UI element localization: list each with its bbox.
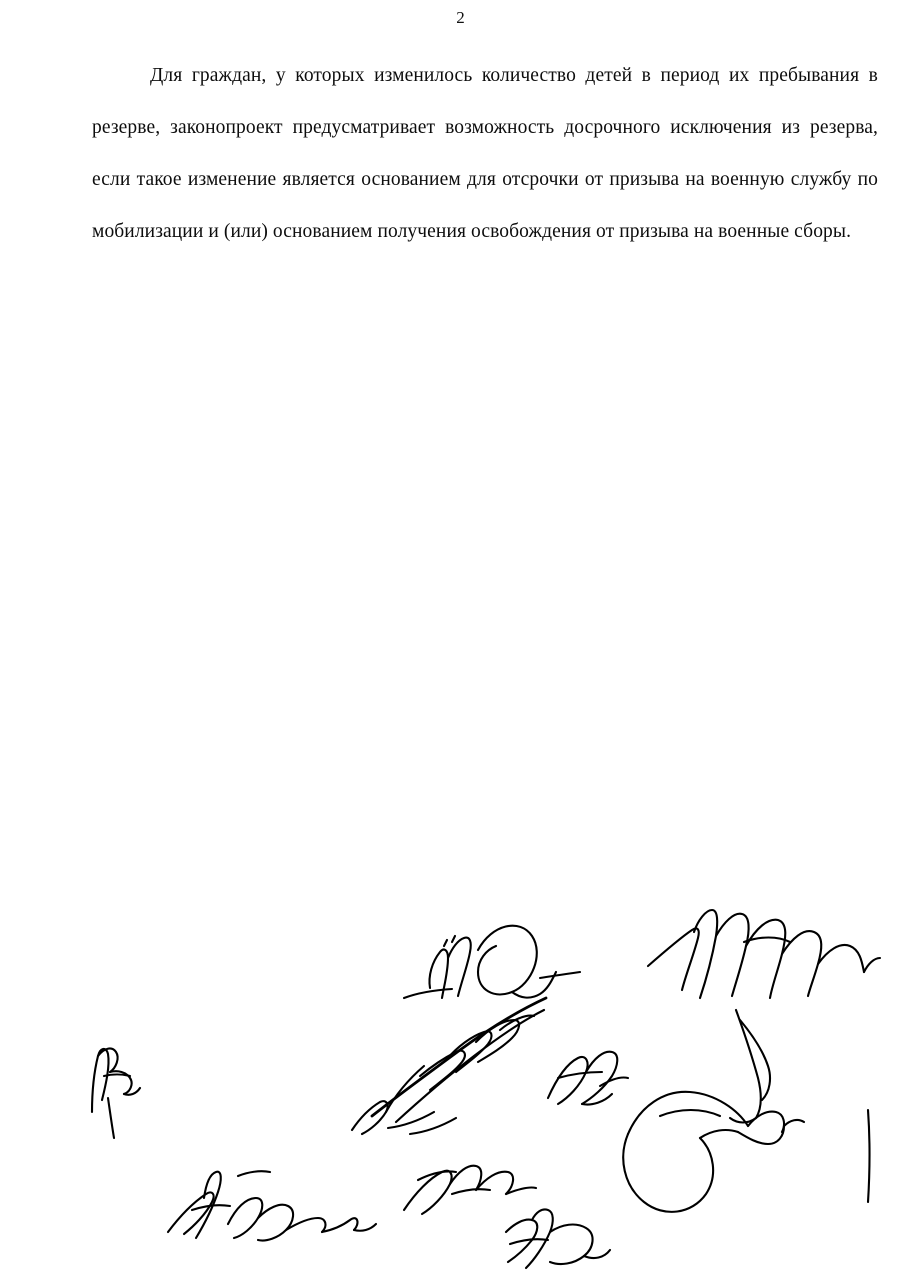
signature-left-icon xyxy=(92,1049,140,1138)
body-paragraph: Для граждан, у которых изменилось количество детей в период их пребывания в резерве, законопроект предусматривает возможность досрочного исключения из резерва, если такое изменение является основанием для отсрочки от призыва на военную службу по мобилизации и (или) основанием получения освобождения от призыва на военные сборы. xyxy=(92,65,878,242)
signature-upper-center-icon xyxy=(404,926,580,998)
signature-right-lower-icon xyxy=(623,1010,804,1212)
signature-block xyxy=(0,880,921,1280)
page-number: 2 xyxy=(456,8,465,27)
signatures-svg xyxy=(0,880,921,1280)
signature-center-left-icon xyxy=(352,998,546,1134)
signature-center-icon xyxy=(548,1052,628,1105)
signature-bottom-right-icon xyxy=(506,1209,610,1268)
signature-upper-right-icon xyxy=(648,910,880,998)
signature-vertical-stroke-icon xyxy=(868,1110,870,1202)
signature-bottom-center-icon xyxy=(404,1166,536,1214)
signature-bottom-left-icon xyxy=(168,1171,376,1240)
